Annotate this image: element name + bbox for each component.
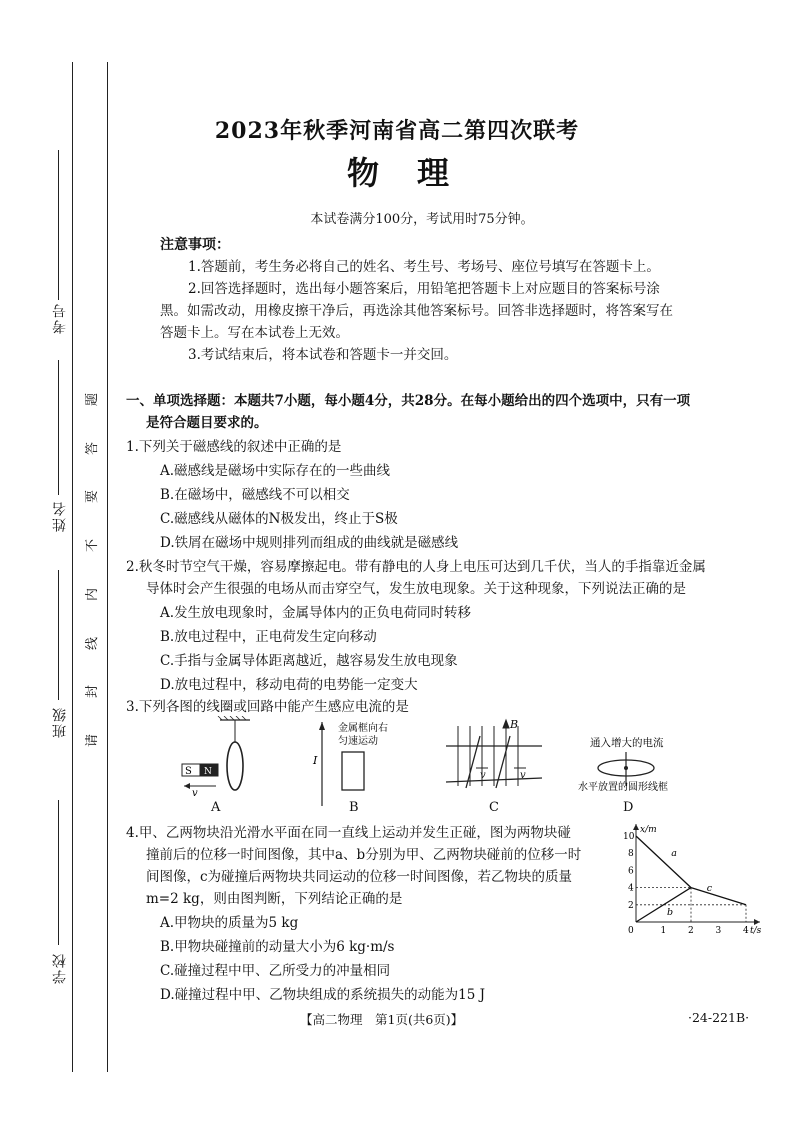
x-axis-label: t/s (750, 926, 762, 934)
q1-option-a[interactable]: A.磁感线是磁场中实际存在的一些曲线 (160, 463, 391, 479)
seal-line-text (82, 390, 100, 750)
q2-option-a[interactable]: A.发生放电现象时，金属导体内的正负电荷同时转移 (160, 605, 472, 621)
fig-a-velocity: v (192, 788, 198, 799)
y-tick-label: 10 (623, 832, 635, 842)
q4-option-a[interactable]: A.甲物块的质量为5 kg (160, 915, 299, 931)
q3-figure-a[interactable] (182, 716, 250, 799)
fig-label-d: D (623, 800, 634, 815)
q2-stem: 2.秋冬时节空气干燥，容易摩擦起电。带有静电的人身上电压可达到几千伏，当人的手指靠近金属 (126, 559, 706, 575)
class-field[interactable] (58, 570, 59, 700)
seal-char: 题 (85, 392, 101, 407)
seal-char: 封 (85, 685, 101, 699)
exam-title: 2023年秋季河南省高二第四次联考 (214, 118, 580, 144)
section-heading-cont: 是符合题目要求的。 (146, 415, 268, 431)
q3-stem: 3.下列各图的线圈或回路中能产生感应电流的是 (126, 699, 409, 715)
y-tick-label: 8 (628, 849, 634, 860)
q2-stem-cont: 导体时会产生很强的电场从而击穿空气，发生放电现象。关于这种现象，下列说法正确的是 (146, 581, 686, 597)
series-label-b: b (667, 906, 674, 918)
x-tick-label: 4 (743, 926, 749, 934)
fig-c-velocity-1: v (480, 770, 486, 781)
fig-label-b: B (349, 800, 359, 815)
fig-c-field: B (510, 718, 519, 731)
fig-a-magnet-n: N (204, 767, 212, 777)
x-axis-arrow (754, 919, 760, 925)
notice-item-2-cont2: 答题卡上。写在本试卷上无效。 (160, 325, 349, 341)
fig-b-text-1: 金属框向右 (338, 723, 388, 734)
exam-meta: 本试卷满分100分，考试用时75分钟。 (310, 212, 534, 227)
notice-item-2-cont: 黑。如需改动，用橡皮擦干净后，再选涂其他答案标号。回答非选择题时，将答案写在 (160, 303, 673, 319)
q1-option-b[interactable]: B.在磁场中，磁感线不可以相交 (160, 487, 350, 503)
y-tick-label: 2 (628, 900, 634, 911)
y-axis-label: x/m (640, 825, 657, 835)
q3-figure-d[interactable] (578, 736, 668, 793)
notice-heading: 注意事项： (160, 237, 230, 253)
y-axis-arrow (633, 824, 639, 830)
y-tick-label: 4 (628, 883, 634, 894)
q4-option-d[interactable]: D.碰撞过程中甲、乙物块组成的系统损失的动能为15 J (160, 987, 486, 1003)
fig-b-current: I (313, 754, 318, 767)
notice-item-3: 3.考试结束后，将本试卷和答题卡一并交回。 (188, 347, 458, 363)
series-line-a (636, 836, 691, 888)
x-tick-label: 1 (660, 926, 667, 934)
fig-b-text-2: 匀速运动 (338, 736, 378, 747)
q1-option-d[interactable]: D.铁屑在磁场中规则排列而组成的曲线就是磁感线 (160, 535, 459, 551)
q4-xt-graph (614, 818, 774, 934)
name-field[interactable] (58, 360, 59, 495)
seal-char: 内 (85, 587, 101, 601)
series-line-c (691, 888, 746, 905)
series-label-a: a (671, 848, 677, 860)
name-label: 姓名 (52, 500, 68, 532)
fig-label-c: C (489, 800, 499, 815)
x-tick-label: 0 (628, 926, 634, 934)
q2-option-c[interactable]: C.手指与金属导体距离越近，越容易发生放电现象 (160, 653, 458, 669)
x-tick-label: 2 (688, 926, 694, 934)
q4-option-c[interactable]: C.碰撞过程中甲、乙所受力的冲量相同 (160, 963, 391, 979)
fig-d-text-2: 水平放置的圆形线框 (578, 782, 668, 793)
seal-char: 答 (85, 441, 101, 455)
fig-a-magnet-s: S (185, 766, 192, 777)
fig-d-text-1: 通入增大的电流 (590, 737, 664, 749)
q3-figure-b[interactable] (312, 721, 388, 806)
notice-item-1: 1.答题前，考生务必将自己的姓名、考生号、考场号、座位号填写在答题卡上。 (188, 259, 660, 275)
y-tick-label: 6 (628, 866, 634, 877)
subject-title: 物理 (346, 154, 487, 192)
section-heading: 一、单项选择题：本题共7小题，每小题4分，共28分。在每小题给出的四个选项中，只有一项 (126, 393, 691, 409)
q4-stem-2: 撞前后的位移一时间图像，其中a、b分别为甲、乙两物块碰前的位移一时 (146, 847, 582, 863)
q1-option-c[interactable]: C.磁感线从磁体的N极发出，终止于S极 (160, 511, 398, 527)
fig-label-a: A (211, 800, 221, 815)
q1-stem: 1.下列关于磁感线的叙述中正确的是 (126, 439, 342, 455)
paper-code: ·24-221B· (688, 1010, 750, 1025)
q2-option-d[interactable]: D.放电过程中，移动电荷的电势能一定变大 (160, 677, 418, 693)
q3-figure-c[interactable] (446, 718, 542, 788)
x-tick-label: 3 (715, 926, 722, 934)
q4-option-b[interactable]: B.甲物块碰撞前的动量大小为6 kg·m/s (160, 939, 395, 955)
series-label-c: c (706, 883, 713, 895)
seal-char: 要 (85, 490, 101, 504)
q3-figures (170, 716, 690, 826)
page-footer: 【高二物理 第1页(共6页)】 (300, 1012, 464, 1027)
q4-stem-3: 间图像，c为碰撞后两物块共同运动的位移一时间图像，若乙物块的质量 (146, 869, 573, 885)
class-label: 班级 (52, 706, 68, 738)
exam-number-label: 考号 (52, 302, 68, 334)
fig-c-velocity-2: v (520, 770, 526, 781)
school-label: 学校 (52, 952, 68, 984)
q4-stem-4: m=2 kg，则由图判断，下列结论正确的是 (146, 891, 403, 907)
seal-char: 请 (85, 733, 101, 747)
seal-char: 不 (85, 539, 101, 553)
notice-item-2: 2.回答选择题时，选出每小题答案后，用铅笔把答题卡上对应题目的答案标号涂 (188, 281, 660, 297)
q2-option-b[interactable]: B.放电过程中，正电荷发生定向移动 (160, 629, 377, 645)
seal-char: 线 (85, 636, 101, 650)
school-field[interactable] (58, 800, 59, 945)
q4-stem-1: 4.甲、乙两物块沿光滑水平面在同一直线上运动并发生正碰，图为两物块碰 (126, 825, 571, 841)
